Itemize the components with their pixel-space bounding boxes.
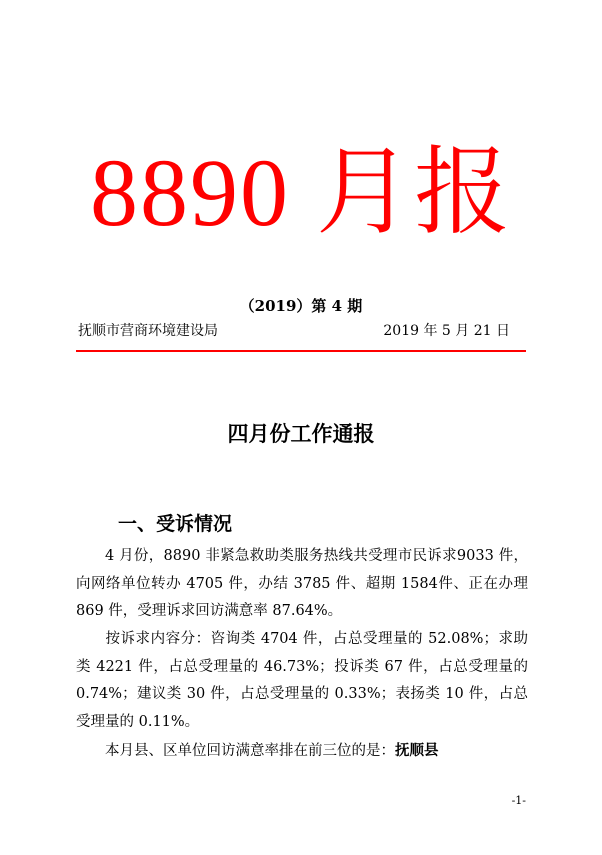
page-number: -1-: [511, 794, 526, 807]
red-divider-rule: [76, 350, 526, 352]
document-title: 四月份工作通报: [227, 422, 375, 446]
paragraph-3-bold: 抚顺县: [395, 742, 439, 759]
paragraph-3-text: 本月县、区单位回访满意率排在前三位的是：: [105, 743, 395, 759]
paragraph-1-text: 4 月份，8890 非紧急救助类服务热线共受理市民诉求9033 件，向网络单位转办 4705 件，办结 3785 件、超期 1584件、正在办理 869 件，受理诉求回访满意率 87.64%。: [76, 548, 528, 619]
paragraph-category-breakdown: [76, 626, 528, 736]
masthead-title: 8890 月报: [90, 139, 512, 246]
issue-number: （2019）第 4 期: [239, 297, 363, 315]
paragraph-complaint-summary: [76, 543, 528, 626]
paragraph-satisfaction-ranking: [76, 737, 528, 766]
issuing-organization: 抚顺市营商环境建设局: [78, 323, 218, 339]
issue-date: 2019 年 5 月 21 日: [383, 323, 510, 339]
section-heading: 一、受诉情况: [118, 513, 233, 535]
paragraph-2-text: 按诉求内容分：咨询类 4704 件，占总受理量的 52.08%；求助类 4221 件，占总受理量的 46.73%；投诉类 67 件，占总受理量的 0.74%；建议类 30 件，占总受理量的 0.33%；表扬类 10 件，占总受理量的 0.11%。: [76, 631, 528, 730]
